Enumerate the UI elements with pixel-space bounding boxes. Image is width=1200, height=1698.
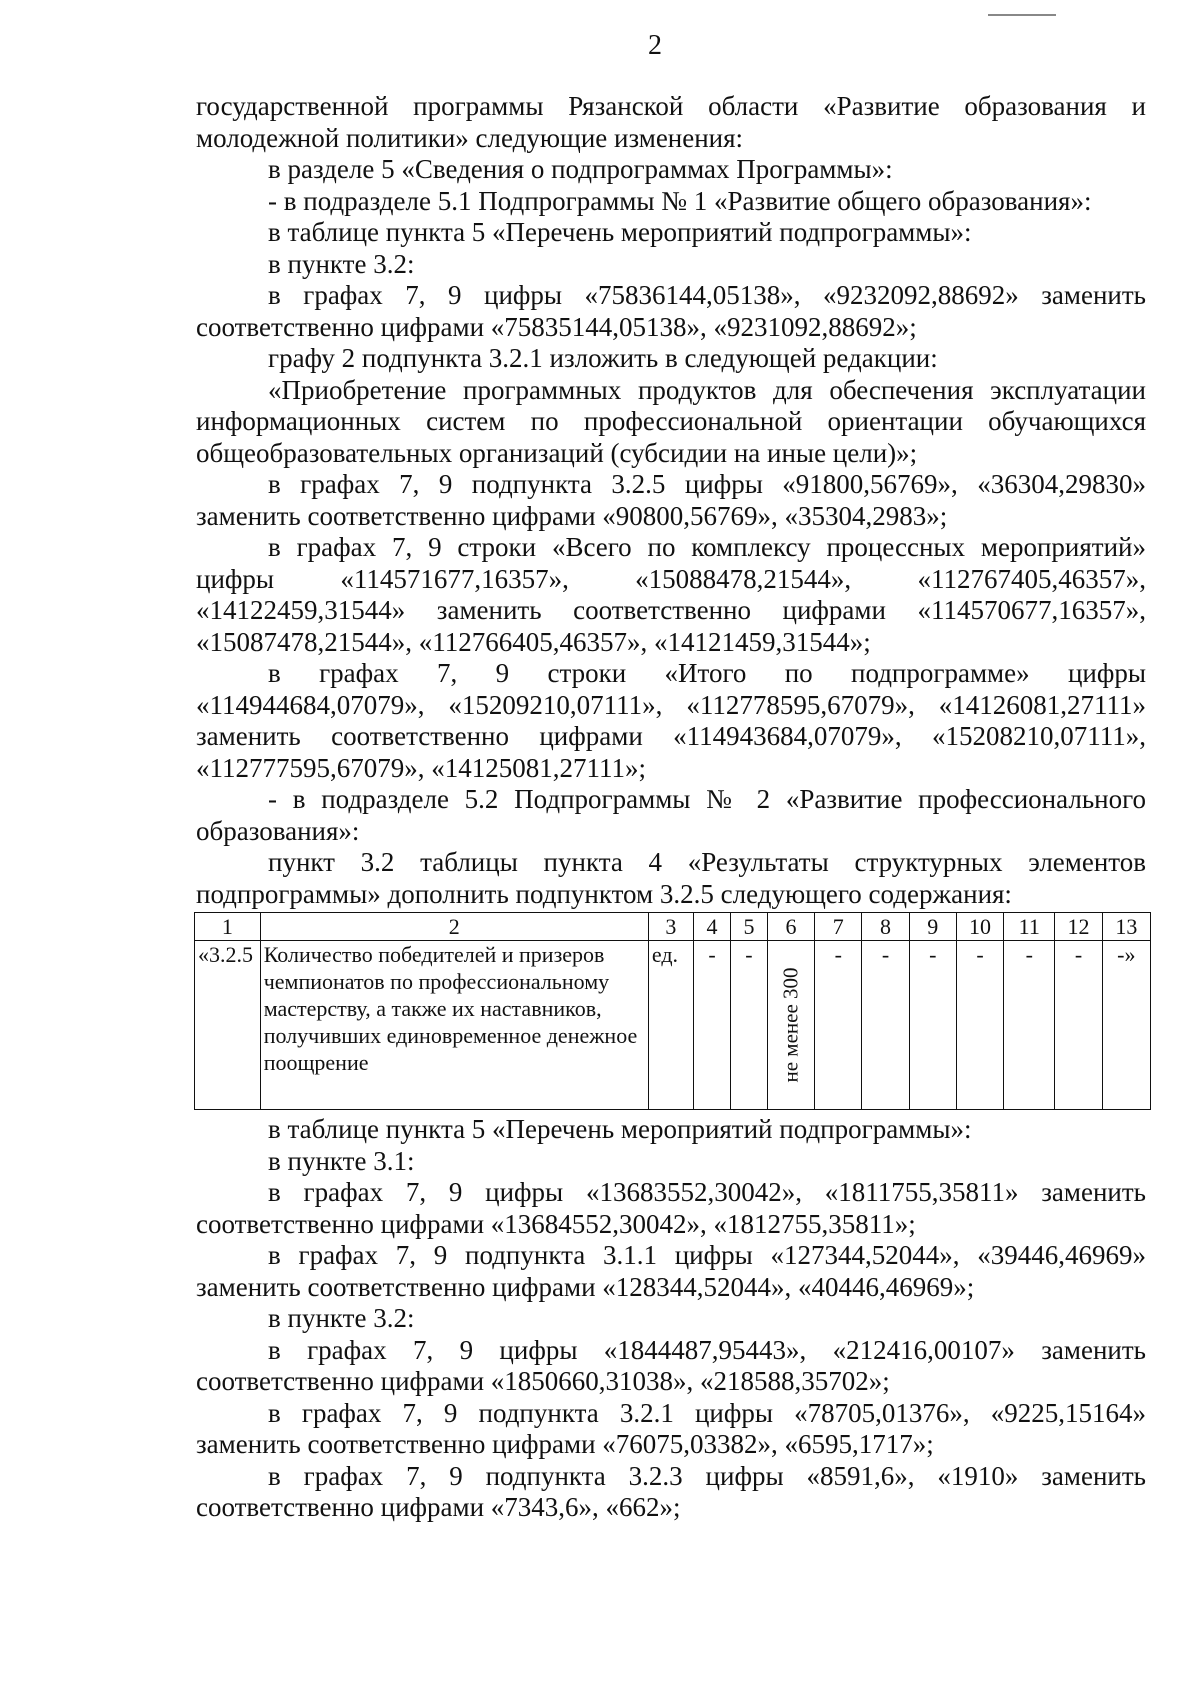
text-line: в графах 7, 9 подпункта 3.2.1 цифры «78705,01376», «9225,15164» <box>268 1397 1146 1428</box>
scan-mark <box>988 14 1056 16</box>
text-line: заменить соответственно цифрами «76075,03382», «6595,1717»; <box>196 1429 934 1459</box>
text-line: «Приобретение программных продуктов для обеспечения эксплуатации <box>268 374 1146 405</box>
row-cell: - <box>815 941 862 1110</box>
text-line: молодежной политики» следующие изменения: <box>196 122 744 153</box>
text-line: соответственно цифрами «1850660,31038», «218588,35702»; <box>196 1366 890 1396</box>
row-cell: - <box>956 941 1003 1110</box>
text-line: в графах 7, 9 подпункта 3.2.3 цифры «8591,6», «1910» заменить <box>268 1460 1146 1491</box>
text-line: информационных систем по профессиональной ориентации обучающихся <box>196 406 1146 436</box>
row-cell: - <box>694 941 731 1110</box>
text-line: - в подразделе 5.2 Подпрограммы № 2 «Развитие профессионального <box>268 784 1146 814</box>
text-line: «15087478,21544», «112766405,46357», «14121459,31544»; <box>196 626 871 657</box>
text-line: в пункте 3.2: <box>268 1303 415 1333</box>
text-line: в таблице пункта 5 «Перечень мероприятий подпрограммы»: <box>268 217 972 247</box>
header-cell: 13 <box>1102 913 1150 941</box>
results-table <box>194 912 1151 1110</box>
text-line: заменить соответственно цифрами «90800,56769», «35304,2983»; <box>196 500 948 531</box>
header-cell: 2 <box>260 913 648 941</box>
text-line: в графах 7, 9 строки «Итого по подпрограмме» цифры <box>268 658 1146 688</box>
header-cell: 9 <box>909 913 956 941</box>
row-cell: - <box>1055 941 1102 1110</box>
text-line: «14122459,31544» заменить соответственно цифрами «114570677,16357», <box>196 595 1146 625</box>
text-line: в графах 7, 9 цифры «13683552,30042», «1811755,35811» заменить <box>268 1177 1146 1207</box>
text-line: соответственно цифрами «7343,6», «662»; <box>196 1492 681 1522</box>
text-line: соответственно цифрами «75835144,05138», «9231092,88692»; <box>196 311 917 342</box>
text-line: в графах 7, 9 подпункта 3.1.1 цифры «127344,52044», «39446,46969» <box>268 1240 1146 1270</box>
row-cell: - <box>909 941 956 1110</box>
text-line: заменить соответственно цифрами «128344,52044», «40446,46969»; <box>196 1271 975 1302</box>
vertical-value-text: не менее 300 <box>778 967 803 1083</box>
text-line: подпрограммы» дополнить подпунктом 3.2.5 следующего содержания: <box>196 878 1012 909</box>
text-line: пункт 3.2 таблицы пункта 4 «Результаты структурных элементов <box>268 847 1146 877</box>
text-line: общеобразовательных организаций (субсидии на иные цели)»; <box>196 437 918 468</box>
text-line: в графах 7, 9 подпункта 3.2.5 цифры «91800,56769», «36304,29830» <box>268 469 1146 499</box>
header-cell: 8 <box>862 913 909 941</box>
text-line: образования»: <box>196 815 360 846</box>
text-line: в графах 7, 9 цифры «1844487,95443», «212416,00107» заменить <box>268 1334 1146 1365</box>
header-cell: 4 <box>694 913 731 941</box>
header-cell: 10 <box>956 913 1003 941</box>
text-line: в графах 7, 9 цифры «75836144,05138», «9232092,88692» заменить <box>268 280 1146 310</box>
header-cell: 11 <box>1004 913 1055 941</box>
row-cell: - <box>730 941 767 1110</box>
row-cell: - <box>862 941 909 1110</box>
text-line: графу 2 подпункта 3.2.1 изложить в следующей редакции: <box>268 343 938 373</box>
text-line: заменить соответственно цифрами «114943684,07079», «15208210,07111», <box>196 721 1146 751</box>
text-line: «112777595,67079», «14125081,27111»; <box>196 752 646 783</box>
text-line: цифры «114571677,16357», «15088478,21544», «112767405,46357», <box>196 563 1146 594</box>
row-cell: -» <box>1102 941 1150 1110</box>
text-line: «114944684,07079», «15209210,07111», «112778595,67079», «14126081,27111» <box>196 689 1146 720</box>
text-line: в таблице пункта 5 «Перечень мероприятий подпрограммы»: <box>268 1114 972 1144</box>
text-line: - в подразделе 5.1 Подпрограммы № 1 «Развитие общего образования»: <box>268 185 1092 216</box>
header-cell: 1 <box>195 913 261 941</box>
header-cell: 5 <box>730 913 767 941</box>
row-unit-cell: ед. <box>648 941 693 1110</box>
text-line: в пункте 3.1: <box>268 1145 415 1176</box>
text-line: соответственно цифрами «13684552,30042», «1812755,35811»; <box>196 1208 916 1239</box>
row-value-cell <box>767 941 814 1110</box>
table-row <box>195 941 1151 1110</box>
row-name-cell: Количество победителей и призеров чемпионатов по профессиональному мастерству, а также их наставников, получивших единовременное денежное поощрение <box>260 941 648 1110</box>
row-number-cell: «3.2.5 <box>195 941 261 1110</box>
text-line: в разделе 5 «Сведения о подпрограммах Программы»: <box>268 154 893 184</box>
table-header-row <box>195 913 1151 941</box>
text-line: в графах 7, 9 строки «Всего по комплексу процессных мероприятий» <box>268 532 1146 562</box>
text-line: в пункте 3.2: <box>268 248 415 279</box>
header-cell: 12 <box>1055 913 1102 941</box>
header-cell: 3 <box>648 913 693 941</box>
document-body <box>196 91 1146 1524</box>
header-cell: 7 <box>815 913 862 941</box>
text-line: государственной программы Рязанской области «Развитие образования и <box>196 91 1146 121</box>
row-cell: - <box>1004 941 1055 1110</box>
page-number: 2 <box>648 30 662 61</box>
header-cell: 6 <box>767 913 814 941</box>
